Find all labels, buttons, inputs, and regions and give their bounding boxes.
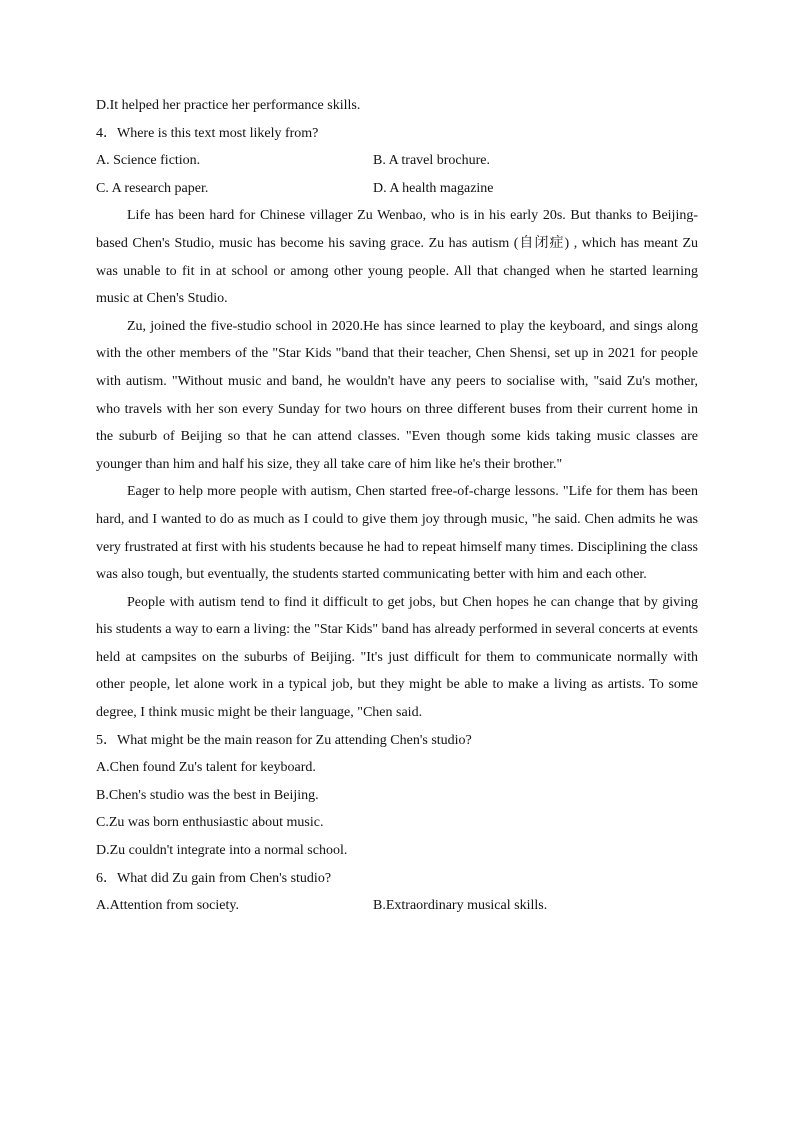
passage-paragraph-2: Zu, joined the five-studio school in 2020.He has since learned to play the keyboard, and sings along with the other members of the "Star Kids "band that their teacher, Chen Shensi, set up in 2021 for people with autism. "Without music and band, he wouldn't have any peers to socialise with, "said Zu's mother, who travels with her son every Sunday for two hours on three different buses from their current home in the suburb of Beijing so that he can attend classes. "Even though some kids taking music classes are younger than him and half his size, they all take care of him like he's their brother." — [96, 318, 698, 472]
passage-paragraph-3: Eager to help more people with autism, Chen started free-of-charge lessons. "Life for them has been hard, and I wanted to do as much as I could to give them joy through music, "he said. Chen admits he was very frustrated at first with his students because he had to repeat himself many times. Disciplining the class was also tough, but eventually, the students started communicating better with him and each other. — [96, 484, 698, 583]
q4-stem: 4．Where is this text most likely from? — [96, 125, 319, 141]
q6-stem: 6．What did Zu gain from Chen's studio? — [96, 870, 332, 886]
q6-option-a: A.Attention from society. — [96, 898, 239, 914]
q5-option-d: D.Zu couldn't integrate into a normal school. — [96, 843, 348, 859]
q5-option-b: B.Chen's studio was the best in Beijing. — [96, 787, 319, 803]
q4-option-c: C. A research paper. — [96, 180, 209, 196]
document-page — [96, 92, 698, 920]
q5-option-c: C.Zu was born enthusiastic about music. — [96, 815, 324, 831]
q5-option-a: A.Chen found Zu's talent for keyboard. — [96, 760, 316, 776]
q6-option-b: B.Extraordinary musical skills. — [373, 898, 548, 914]
q4-option-a: A. Science fiction. — [96, 153, 201, 169]
q5-stem: 5．What might be the main reason for Zu attending Chen's studio? — [96, 732, 472, 748]
q4-options-row-1 — [96, 147, 698, 175]
passage-paragraph-4: People with autism tend to find it difficult to get jobs, but Chen hopes he can change that by giving his students a way to earn a living: the "Star Kids" band has already performed in several concerts at events held at campsites on the suburbs of Beijing. "It's just difficult for them to communicate normally with other people, let alone work in a typical job, but they might be able to make a living as artists. To some degree, I think music might be their language, "Chen said. — [96, 594, 698, 721]
q6-options-row-1 — [96, 892, 698, 920]
q4-option-b: B. A travel brochure. — [373, 153, 491, 169]
q3-option-d: D.It helped her practice her performance skills. — [96, 98, 361, 113]
q4-option-d: D. A health magazine — [373, 180, 494, 196]
q4-options-row-2 — [96, 175, 698, 203]
passage-paragraph-1: Life has been hard for Chinese villager Zu Wenbao, who is in his early 20s. But thanks to Beijing-based Chen's Studio, music has become his saving grace. Zu has autism (自闭症) , which has meant Zu was unable to fit in at school or among other young people. All that changed when he started learning music at Chen's Studio. — [96, 208, 698, 307]
